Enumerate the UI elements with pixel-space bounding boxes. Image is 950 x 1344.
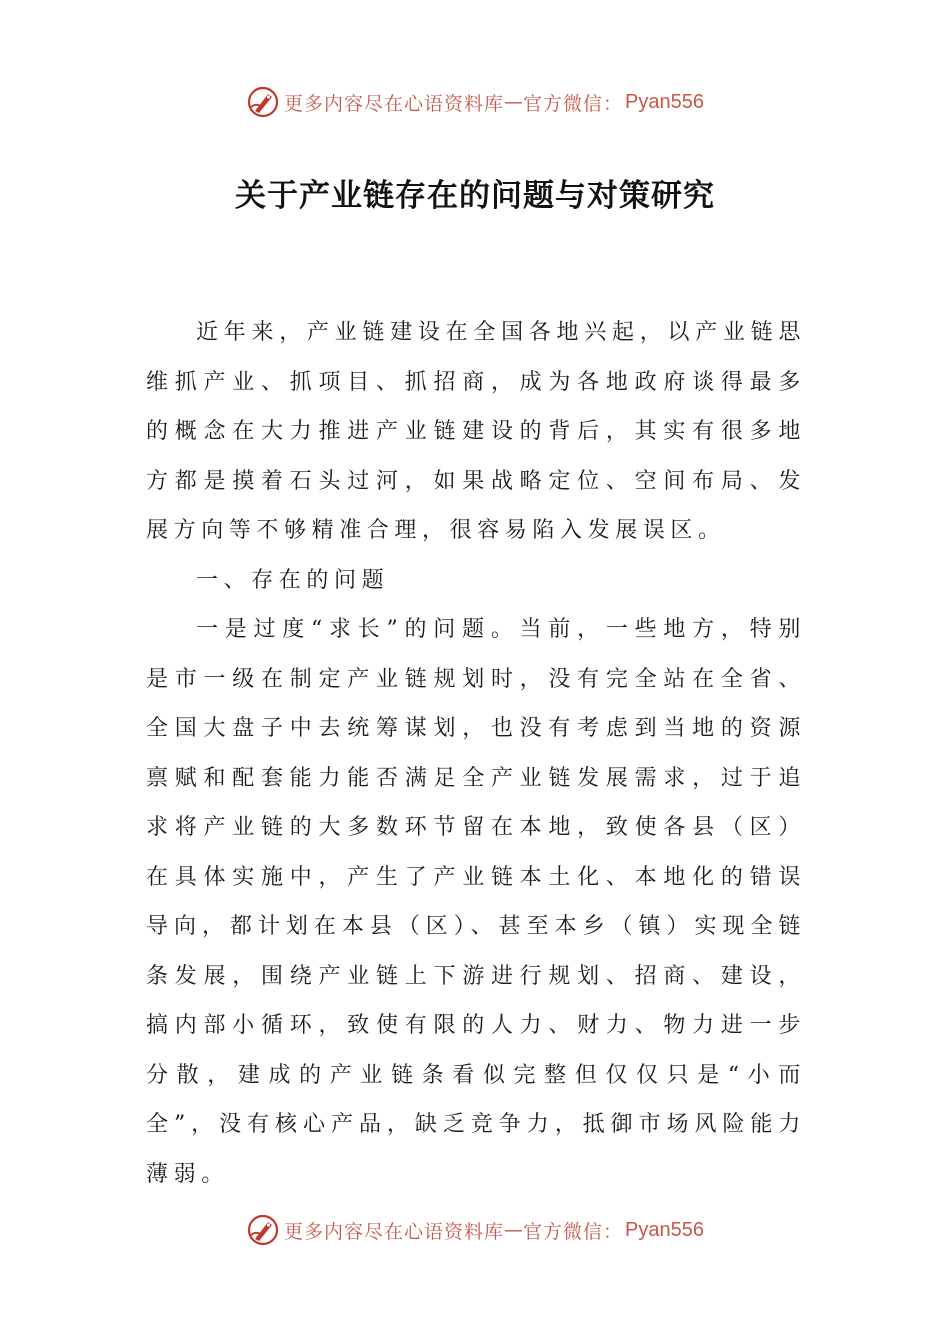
banner-wechat-id: Pyan556 <box>625 90 704 113</box>
banner-brand-text: 更多内容尽在心语资料库 <box>284 1220 505 1243</box>
document-title: 关于产业链存在的问题与对策研究 <box>235 178 715 214</box>
pen-nib-logo-icon <box>246 1213 280 1247</box>
header-banner <box>0 82 950 122</box>
banner-wechat-label: 官方微信： <box>523 1220 624 1243</box>
banner-wechat-id: Pyan556 <box>625 1218 704 1241</box>
pen-nib-logo-icon <box>246 85 280 119</box>
section-heading: 一、存在的问题 <box>196 567 390 593</box>
problem-paragraph: 一是过度“求长”的问题。当前，一些地方，特别是市一级在制定产业链规划时，没有完全站在全省、全国大盘子中去统筹谋划，也没有考虑到当地的资源禀赋和配套能力能否满足全产业链发展需求，过于追求将产业链的大多数环节留在本地，致使各县（区）在具体实施中，产生了产业链本土化、本地化的错误导向，都计划在本县（区）、甚至本乡（镇）实现全链条发展，围绕产业链上下游进行规划、招商、建设，搞内部小循环，致使有限的人力、财力、物力进一步分散，建成的产业链条看似完整但仅仅只是“小而全”，没有核心产品，缺乏竞争力，抵御市场风险能力薄弱。 <box>146 617 806 1187</box>
intro-paragraph: 近年来，产业链建设在全国各地兴起，以产业链思维抓产业、抓项目、抓招商，成为各地政府谈得最多的概念在大力推进产业链建设的背后，其实有很多地方都是摸着石头过河，如果战略定位、空间布局、发展方向等不够精准合理，很容易陷入发展误区。 <box>146 320 806 543</box>
banner-brand-text: 更多内容尽在心语资料库 <box>284 92 505 115</box>
banner-separator: — <box>504 1219 524 1241</box>
banner-separator: — <box>504 91 524 113</box>
document-body <box>146 308 806 1199</box>
footer-banner <box>0 1210 950 1250</box>
banner-wechat-label: 官方微信： <box>523 92 624 115</box>
